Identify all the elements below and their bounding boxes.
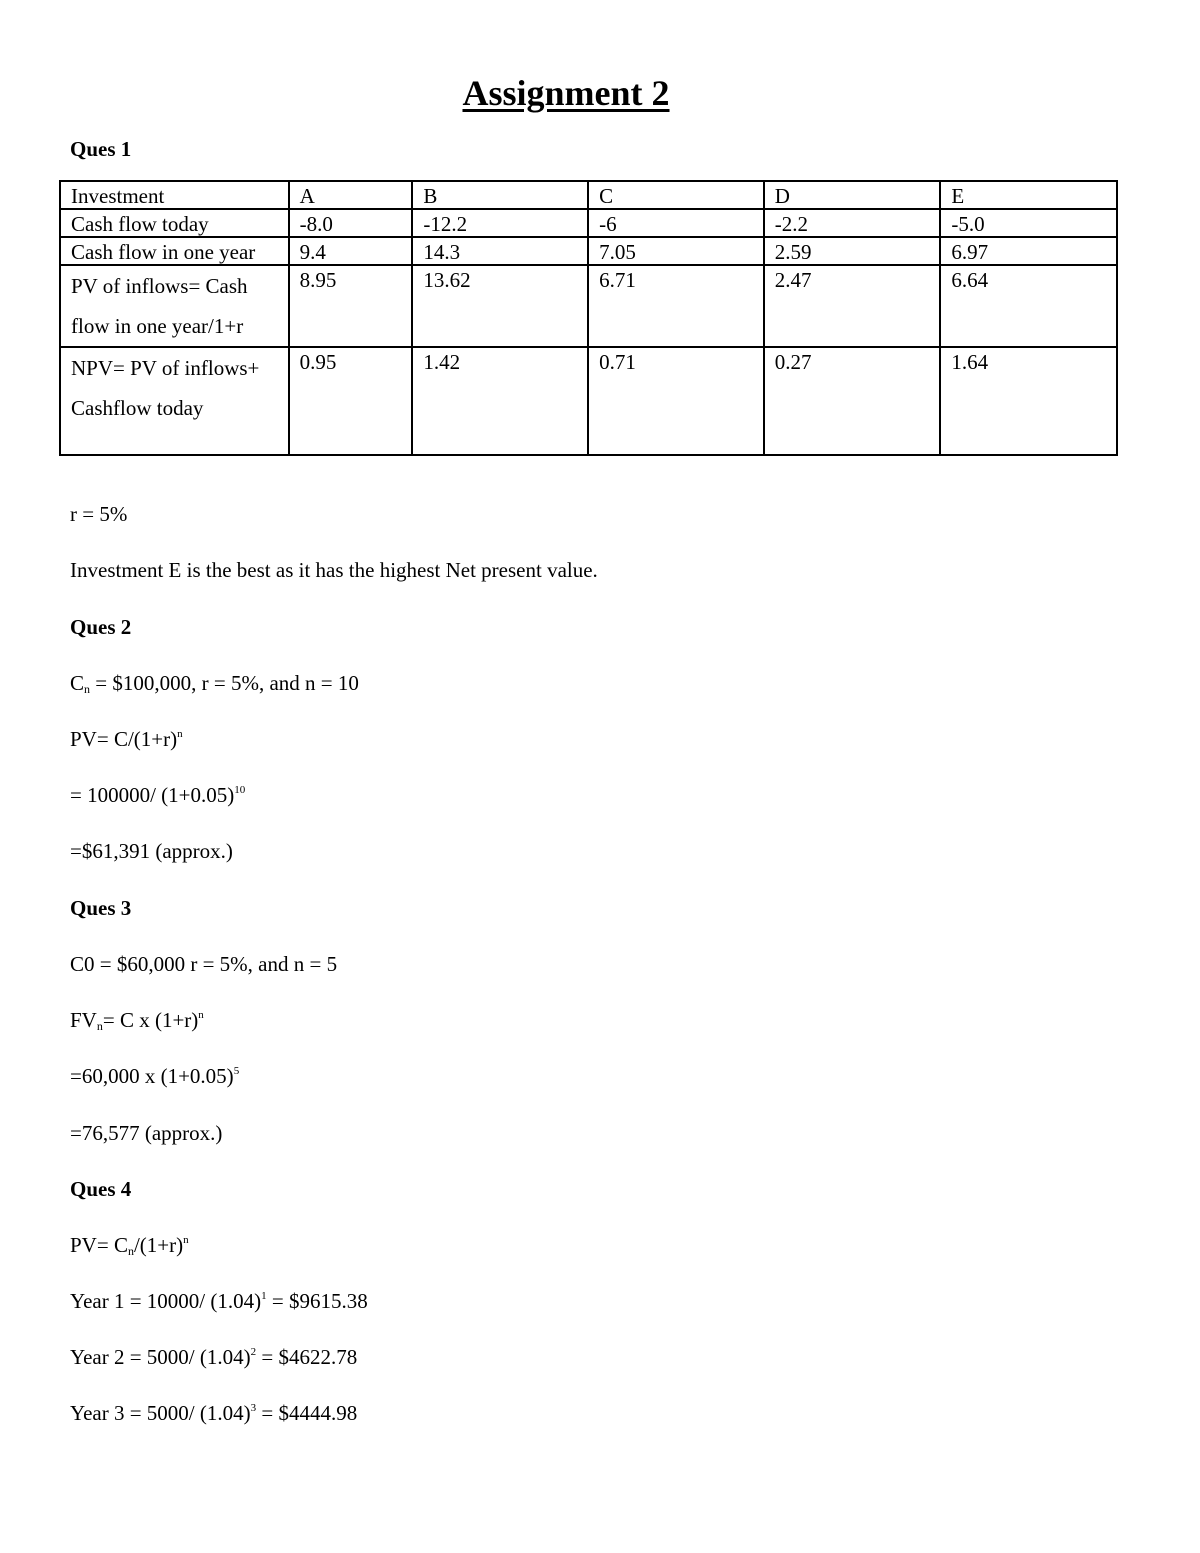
table-cell: -6 — [588, 209, 764, 237]
table-cell: D — [764, 181, 941, 209]
table-cell: 2.59 — [764, 237, 941, 265]
table-cell: 0.95 — [289, 347, 413, 455]
table-cell: Cash flow today — [60, 209, 289, 237]
q4-formula-exp: n — [183, 1234, 189, 1246]
q3-calc — [70, 1064, 239, 1089]
q2-formula-base: PV= C/(1+r) — [70, 727, 178, 751]
page-title: Assignment 2 — [462, 73, 670, 113]
question-4-heading: Ques 4 — [70, 1177, 132, 1201]
table-cell: E — [940, 181, 1117, 209]
table-cell: 8.95 — [289, 265, 413, 347]
q4-formula — [70, 1233, 189, 1258]
table-cell: B — [412, 181, 588, 209]
q2-givens — [70, 671, 359, 696]
q4-formula-mid: /(1+r) — [133, 1233, 184, 1257]
q4-year-base: Year 1 = 10000/ (1.04) — [70, 1289, 262, 1313]
q4-year-exp: 3 — [250, 1402, 257, 1414]
q2-calc-base: = 100000/ (1+0.05) — [70, 783, 235, 807]
q3-calc-exp: 5 — [233, 1065, 240, 1077]
q4-year-result: = $9615.38 — [266, 1289, 368, 1313]
rate-text: r = 5% — [70, 502, 128, 526]
table-cell: Cash flow in one year — [60, 237, 289, 265]
question-2-heading: Ques 2 — [70, 615, 132, 639]
q3-formula — [70, 1008, 204, 1033]
table-cell: -2.2 — [764, 209, 941, 237]
q3-calc-base: =60,000 x (1+0.05) — [70, 1064, 234, 1088]
table-row — [60, 237, 1117, 265]
table-cell: 6.71 — [588, 265, 764, 347]
table-cell: Investment — [60, 181, 289, 209]
q2-givens-rest: = $100,000, r = 5%, and n = 10 — [90, 671, 359, 695]
q4-year-result: = $4444.98 — [256, 1401, 358, 1425]
table-cell: 1.42 — [412, 347, 588, 455]
q2-result: =$61,391 (approx.) — [70, 839, 233, 863]
q4-year-result: = $4622.78 — [256, 1345, 358, 1369]
table-cell: -12.2 — [412, 209, 588, 237]
q4-formula-sub: n — [127, 1244, 134, 1258]
table-cell: 2.47 — [764, 265, 941, 347]
table-cell: C — [588, 181, 764, 209]
q2-calc — [70, 783, 245, 808]
table-row — [60, 347, 1117, 455]
q4-year-base: Year 2 = 5000/ (1.04) — [70, 1345, 251, 1369]
q2-givens-var: C — [70, 671, 85, 695]
q3-givens: C0 = $60,000 r = 5%, and n = 5 — [70, 952, 338, 976]
table-cell: -5.0 — [940, 209, 1117, 237]
q4-year-exp: 1 — [261, 1290, 267, 1302]
table-cell: 0.27 — [764, 347, 941, 455]
q2-formula — [70, 727, 183, 752]
conclusion-text: Investment E is the best as it has the highest Net present value. — [70, 558, 598, 582]
question-3-heading: Ques 3 — [70, 896, 132, 920]
q2-formula-exp: n — [177, 728, 183, 740]
table-cell: 6.97 — [940, 237, 1117, 265]
investment-table — [59, 180, 1118, 456]
table-cell: 7.05 — [588, 237, 764, 265]
table-row — [60, 265, 1117, 347]
table-header-row — [60, 181, 1117, 209]
q2-calc-exp: 10 — [234, 784, 246, 796]
table-cell: 1.64 — [940, 347, 1117, 455]
q4-year-1 — [70, 1289, 368, 1314]
q4-year-base: Year 3 = 5000/ (1.04) — [70, 1401, 251, 1425]
q4-year-2 — [70, 1345, 357, 1370]
table-cell: 14.3 — [412, 237, 588, 265]
q3-result: =76,577 (approx.) — [70, 1121, 223, 1145]
q3-formula-sub: n — [96, 1019, 103, 1033]
table-cell: -8.0 — [289, 209, 413, 237]
q4-formula-pre: PV= C — [70, 1233, 128, 1257]
q3-formula-mid: = C x (1+r) — [102, 1008, 199, 1032]
table-cell: PV of inflows= Cash flow in one year/1+r — [60, 265, 289, 347]
table-cell: 0.71 — [588, 347, 764, 455]
q4-year-exp: 2 — [250, 1346, 257, 1358]
table-cell: 13.62 — [412, 265, 588, 347]
table-cell: 9.4 — [289, 237, 413, 265]
table-cell: A — [289, 181, 413, 209]
table-cell: 6.64 — [940, 265, 1117, 347]
q3-formula-pre: FV — [70, 1008, 97, 1032]
table-cell: NPV= PV of inflows+ Cashflow today — [60, 347, 289, 455]
q3-formula-exp: n — [198, 1009, 204, 1021]
q4-year-3 — [70, 1401, 357, 1426]
question-1-heading: Ques 1 — [70, 137, 132, 161]
q2-givens-sub: n — [84, 682, 91, 696]
table-row — [60, 209, 1117, 237]
